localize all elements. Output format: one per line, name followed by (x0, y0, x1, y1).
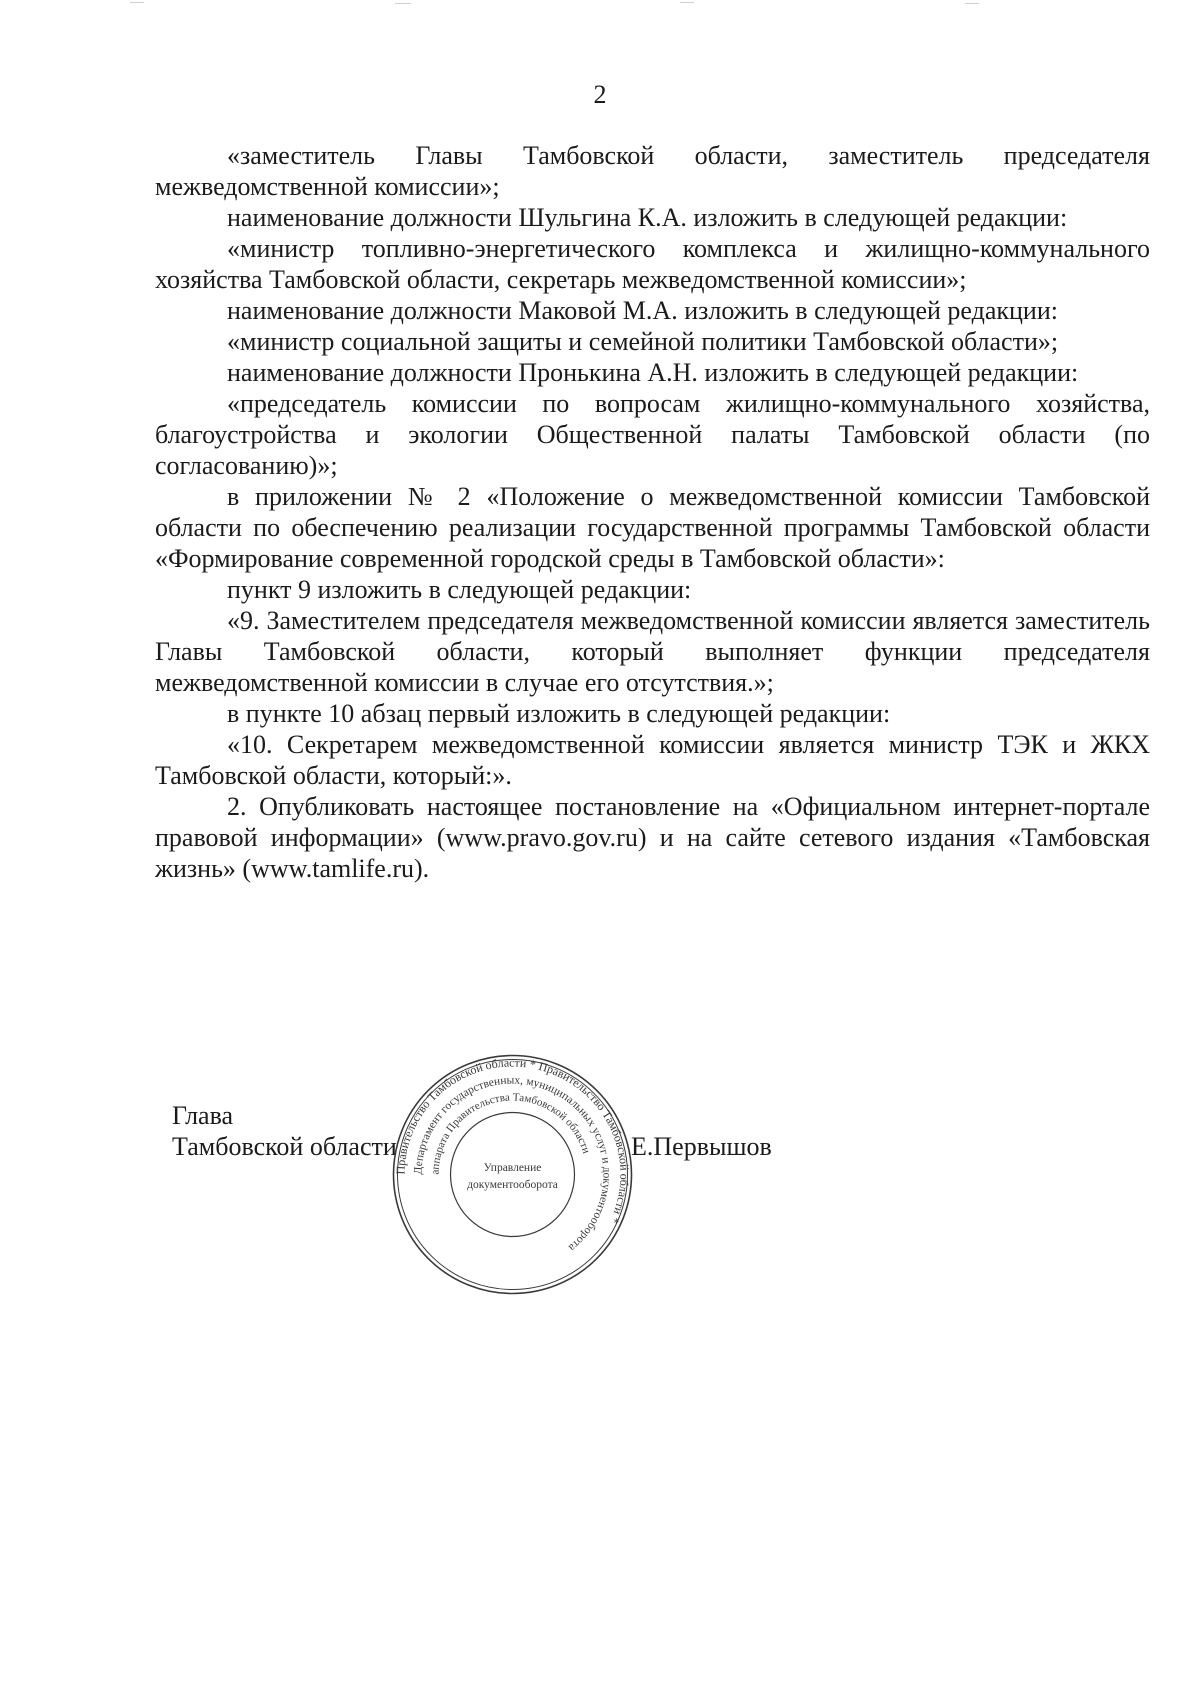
paragraph-13: 2. Опубликовать настоящее постановление на «Официальном интернет-портале правовой информации» (www.pravo.gov.ru) и на сайте сетевого издания «Тамбовская жизнь» (www.tamlife.ru). (155, 792, 1150, 883)
stamp-middle-text: Департамент государственных, муниципальных услуг и документооборота (412, 1074, 613, 1254)
paragraph-4: наименование должности Маковой М.А. изложить в следующей редакции: (227, 296, 1058, 325)
signature-block (172, 1100, 397, 1162)
signer-title-line2: Тамбовской области (172, 1132, 397, 1161)
paragraph-11: в пункте 10 абзац первый изложить в следующей редакции: (227, 699, 891, 728)
document-body (155, 140, 1150, 884)
stamp-center-line1: Управление (483, 1162, 542, 1174)
paragraph-1: «заместитель Главы Тамбовской области, заместитель председателя межведомственной комиссии»; (155, 141, 1150, 201)
paragraph-5: «министр социальной защиты и семейной политики Тамбовской области»; (227, 327, 1059, 356)
stamp-ring-center (451, 1113, 575, 1237)
stamp-center-line2: документооборота (467, 1179, 558, 1191)
paragraph-8: в приложении № 2 «Положение о межведомственной комиссии Тамбовской области по обеспечению реализации государственной программы Тамбовской области «Формирование современной городской среды в Тамбовской области»: (155, 482, 1150, 573)
paragraph-9: пункт 9 изложить в следующей редакции: (227, 575, 692, 604)
paragraph-3: «министр топливно-энергетического комплекса и жилищно-коммунального хозяйства Тамбовской области, секретарь межведомственной комиссии»; (155, 234, 1150, 294)
paragraph-12: «10. Секретарем межведомственной комиссии является министр ТЭК и ЖКХ Тамбовской области, который:». (155, 730, 1150, 790)
signer-title-line1: Глава (172, 1101, 234, 1130)
paragraph-10: «9. Заместителем председателя межведомственной комиссии является заместитель Главы Тамбовской области, который выполняет функции председателя межведомственной комиссии в случае его отсутствия.»; (155, 606, 1150, 697)
stamp-outer-text: Правительство Тамбовской области * Правительство Тамбовской области * (393, 1055, 632, 1226)
scan-specks (0, 0, 1200, 12)
paragraph-7: «председатель комиссии по вопросам жилищно-коммунального хозяйства, благоустройства и экологии Общественной палаты Тамбовской области (по согласованию)»; (155, 389, 1150, 480)
official-stamp (390, 1052, 635, 1297)
signer-name: Е.Первышов (631, 1132, 772, 1161)
paragraph-6: наименование должности Пронькина А.Н. изложить в следующей редакции: (227, 358, 1079, 387)
paragraph-2: наименование должности Шульгина К.А. изложить в следующей редакции: (227, 203, 1068, 232)
stamp-inner-text: аппарата Правительства Тамбовской области (429, 1091, 593, 1175)
page-number: 2 (593, 80, 607, 109)
